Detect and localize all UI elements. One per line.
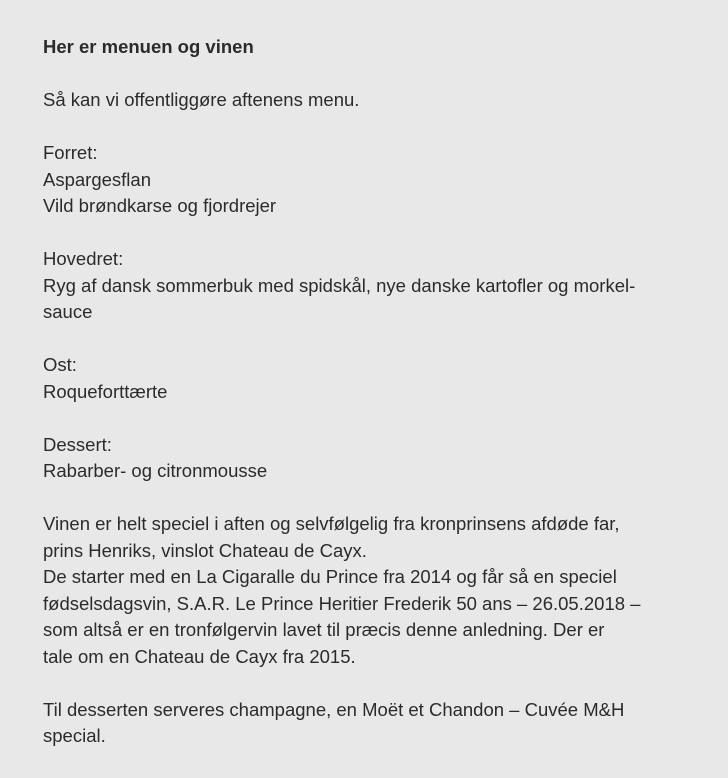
course-heading: Ost: bbox=[43, 354, 77, 375]
course-hovedret bbox=[43, 246, 713, 326]
wine-line: prins Henriks, vinslot Chateau de Cayx. bbox=[43, 539, 367, 561]
article bbox=[43, 34, 713, 776]
wine-paragraph bbox=[43, 511, 713, 670]
course-item: Aspargesflan bbox=[43, 168, 151, 190]
course-item-line: sauce bbox=[43, 301, 93, 322]
article-title: Her er menuen og vinen bbox=[43, 36, 254, 57]
wine-line: Vinen er helt speciel i aften og selvfølgelig fra kronprinsens afdøde far, bbox=[43, 513, 620, 534]
course-forret bbox=[43, 140, 713, 220]
intro-paragraph: Så kan vi offentliggøre aftenens menu. bbox=[43, 89, 360, 110]
wine-line: som altså er en tronfølgervin lavet til præcis denne anledning. Der er bbox=[43, 619, 605, 640]
champagne-line: Til desserten serveres champagne, en Moët et Chandon – Cuvée M&H bbox=[43, 698, 625, 720]
course-item-line: Ryg af dansk sommerbuk med spidskål, nye danske kartofler og morkel- bbox=[43, 274, 636, 296]
course-heading: Dessert: bbox=[43, 433, 112, 455]
course-item: Roqueforttærte bbox=[43, 380, 168, 402]
champagne-line: special. bbox=[43, 725, 106, 746]
course-item: Vild brøndkarse og fjordrejer bbox=[43, 195, 277, 216]
course-dessert bbox=[43, 432, 713, 485]
champagne-paragraph bbox=[43, 697, 713, 750]
course-heading: Forret: bbox=[43, 142, 98, 163]
course-item: Rabarber- og citronmousse bbox=[43, 460, 268, 481]
course-ost bbox=[43, 352, 713, 405]
course-heading: Hovedret: bbox=[43, 248, 124, 269]
wine-line: De starter med en La Cigaralle du Prince fra 2014 og får så en speciel bbox=[43, 566, 617, 587]
wine-line: fødselsdagsvin, S.A.R. Le Prince Heritier Frederik 50 ans – 26.05.2018 – bbox=[43, 592, 641, 614]
wine-line: tale om en Chateau de Cayx fra 2015. bbox=[43, 645, 356, 667]
